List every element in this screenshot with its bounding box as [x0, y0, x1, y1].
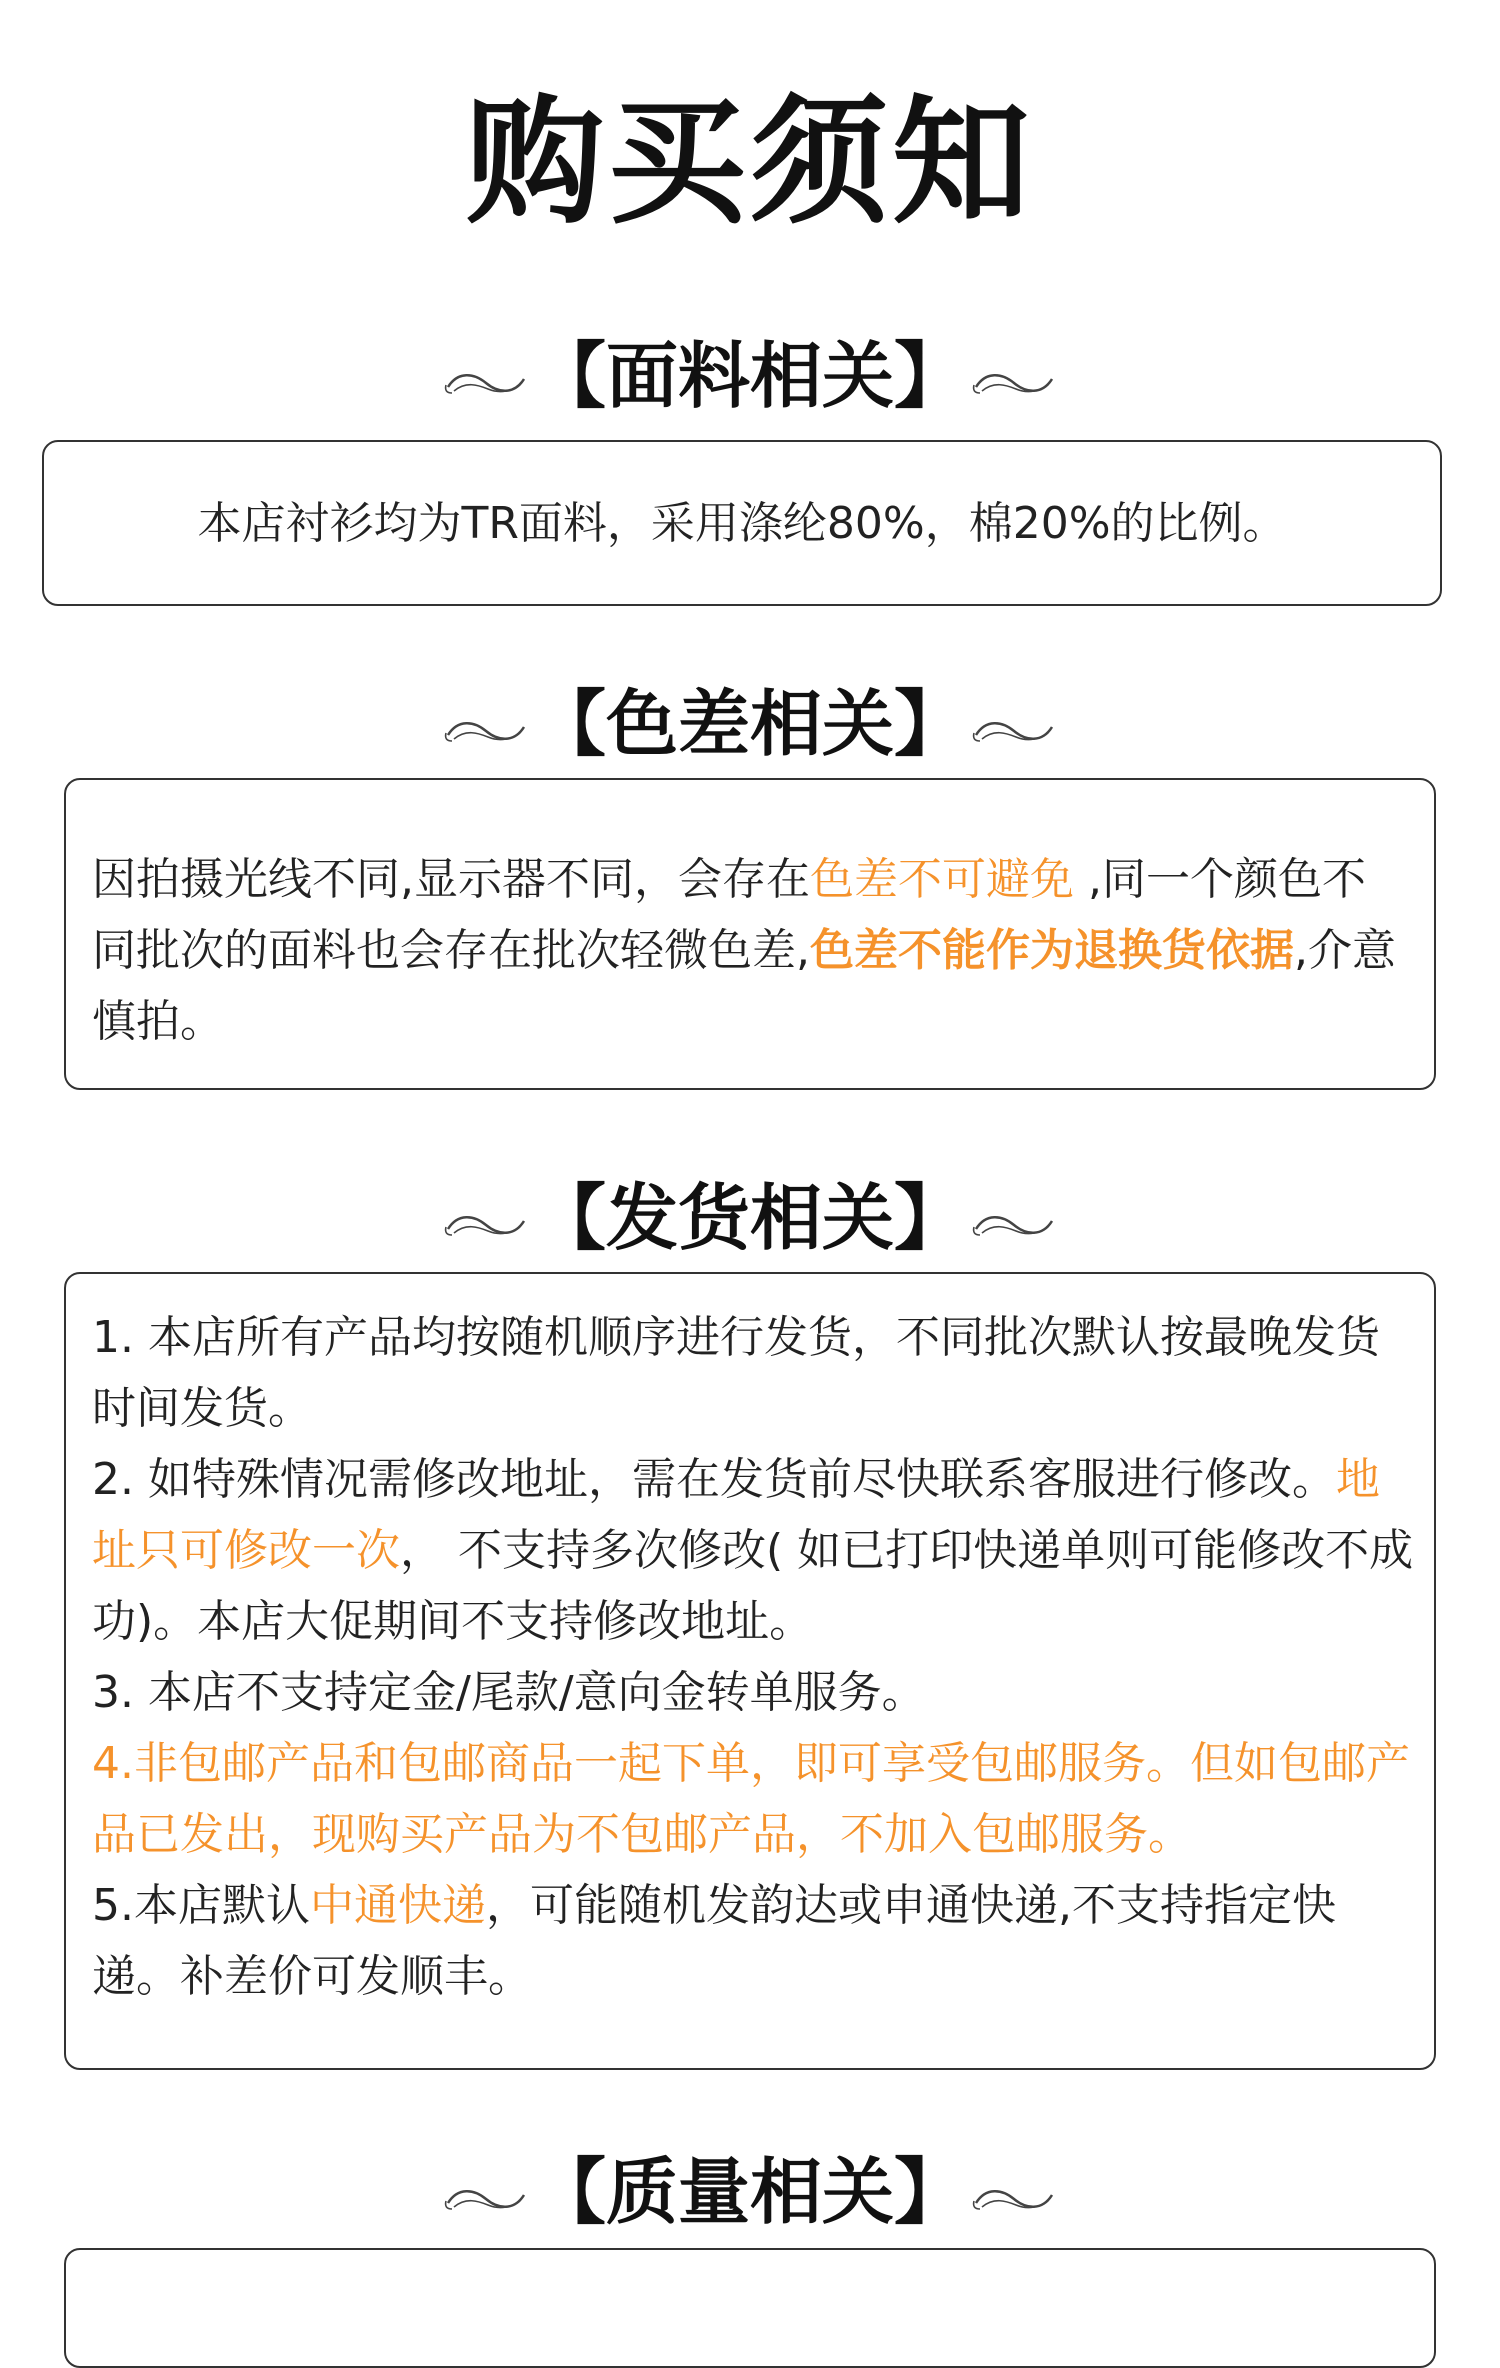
shipping-text-part: 5.本店默认	[92, 1880, 310, 1931]
swash-left-icon	[444, 2179, 528, 2219]
section-heading-text: 【质量相关】	[533, 2150, 966, 2234]
shipping-text-part: ， 不支持多次修改( 如已打印快递单则可能修改不成功)。本店大促期间不支持修改地址。	[92, 1525, 1414, 1647]
section-heading-text: 【面料相关】	[533, 334, 966, 418]
color-difference-text	[92, 844, 1408, 1057]
color-highlight-2: 色差不能作为退换货依据	[810, 925, 1294, 976]
swash-left-icon	[444, 363, 528, 403]
shipping-text-part: 2. 如特殊情况需修改地址，需在发货前尽快联系客服进行修改。	[92, 1454, 1336, 1505]
section-heading-fabric	[0, 326, 1500, 426]
swash-right-icon	[972, 363, 1056, 403]
color-text-part: ,同一个颜色不同批次的面料也会存在批次轻微色差,	[92, 854, 1366, 976]
quality-info-box	[64, 2248, 1436, 2368]
section-heading-text: 【发货相关】	[533, 1176, 966, 1260]
color-text-part: ,介意慎拍。	[92, 925, 1396, 1047]
shipping-item-1: 1. 本店所有产品均按随机顺序进行发货，不同批次默认按最晚发货时间发货。	[92, 1312, 1380, 1434]
swash-left-icon	[444, 1205, 528, 1245]
shipping-item-4: 4.非包邮产品和包邮商品一起下单，即可享受包邮服务。但如包邮产品已发出，现购买产品为不包邮产品，不加入包邮服务。	[92, 1738, 1410, 1860]
shipping-info-box	[64, 1272, 1436, 2070]
shipping-item-3: 3. 本店不支持定金/尾款/意向金转单服务。	[92, 1667, 926, 1718]
section-heading-color-difference	[0, 674, 1500, 774]
section-heading-text: 【色差相关】	[533, 682, 966, 766]
section-heading-shipping	[0, 1168, 1500, 1268]
shipping-item-2	[92, 1444, 1418, 1657]
page-title: 购买须知	[465, 82, 1034, 243]
section-heading-quality	[0, 2142, 1500, 2242]
shipping-highlight-address: 地址只可修改一次	[92, 1454, 1380, 1576]
color-highlight-1: 色差不可避免	[810, 854, 1074, 905]
fabric-info-text: 本店衬衫均为TR面料，采用涤纶80%，棉20%的比例。	[197, 497, 1287, 549]
fabric-info-box	[42, 440, 1442, 606]
color-text-part: 因拍摄光线不同,显示器不同，会存在	[92, 854, 810, 905]
color-difference-box	[64, 778, 1436, 1090]
swash-left-icon	[444, 711, 528, 751]
shipping-highlight-courier: 中通快递	[309, 1880, 486, 1931]
swash-right-icon	[972, 1205, 1056, 1245]
swash-right-icon	[972, 2179, 1056, 2219]
shipping-text-part: ，可能随机发韵达或申通快递,不支持指定快递。补差价可发顺丰。	[92, 1880, 1336, 2002]
shipping-item-5	[92, 1870, 1418, 2012]
swash-right-icon	[972, 711, 1056, 751]
